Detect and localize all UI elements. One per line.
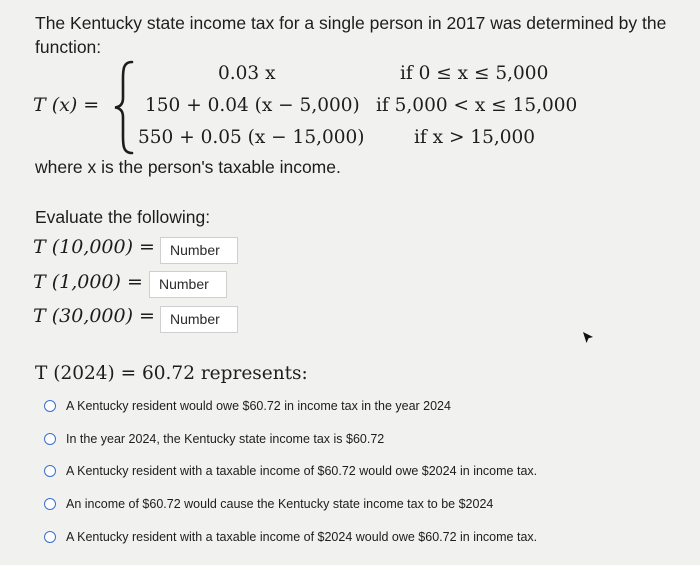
eval-row-2-label: T (1,000) = — [33, 271, 143, 293]
answer-input-1[interactable]: Number — [160, 237, 238, 264]
function-lhs: T (x) = — [33, 94, 100, 116]
problem-intro: The Kentucky state income tax for a single person in 2017 was determined by the function: — [35, 13, 667, 57]
question-title: T (2024) = 60.72 represents: — [35, 363, 308, 384]
where-note: where x is the person's taxable income. — [35, 157, 341, 177]
option-label: A Kentucky resident with a taxable income of $2024 would owe $60.72 in income tax. — [66, 530, 538, 544]
left-brace — [112, 60, 136, 155]
eval-row-3-label: T (30,000) = — [33, 305, 155, 327]
mouse-pointer-icon — [582, 331, 594, 345]
eval-row-1-label: T (10,000) = — [33, 236, 155, 258]
option-1[interactable] — [44, 397, 451, 415]
case-1-expr: 0.03 x — [218, 63, 276, 84]
answer-input-3[interactable]: Number — [160, 306, 238, 333]
case-2-expr: 150 + 0.04 (x − 5,000) — [145, 95, 360, 116]
case-3-condition: if x > 15,000 — [414, 127, 536, 148]
radio-button[interactable] — [44, 531, 56, 543]
case-2-condition: if 5,000 < x ≤ 15,000 — [376, 95, 578, 116]
case-1-condition: if 0 ≤ x ≤ 5,000 — [400, 63, 549, 84]
option-5[interactable] — [44, 528, 537, 546]
option-label: An income of $60.72 would cause the Kentucky state income tax to be $2024 — [66, 497, 494, 511]
option-2[interactable] — [44, 430, 384, 448]
case-3-expr: 550 + 0.05 (x − 15,000) — [138, 127, 365, 148]
evaluate-title: Evaluate the following: — [35, 207, 211, 227]
option-label: A Kentucky resident with a taxable income of $60.72 would owe $2024 in income tax. — [66, 464, 538, 478]
answer-input-2[interactable]: Number — [149, 271, 227, 298]
radio-button[interactable] — [44, 498, 56, 510]
radio-button[interactable] — [44, 400, 56, 412]
radio-button[interactable] — [44, 465, 56, 477]
option-3[interactable] — [44, 462, 537, 480]
option-4[interactable] — [44, 495, 493, 513]
radio-button[interactable] — [44, 433, 56, 445]
option-label: A Kentucky resident would owe $60.72 in income tax in the year 2024 — [66, 399, 451, 413]
option-label: In the year 2024, the Kentucky state income tax is $60.72 — [66, 432, 385, 446]
